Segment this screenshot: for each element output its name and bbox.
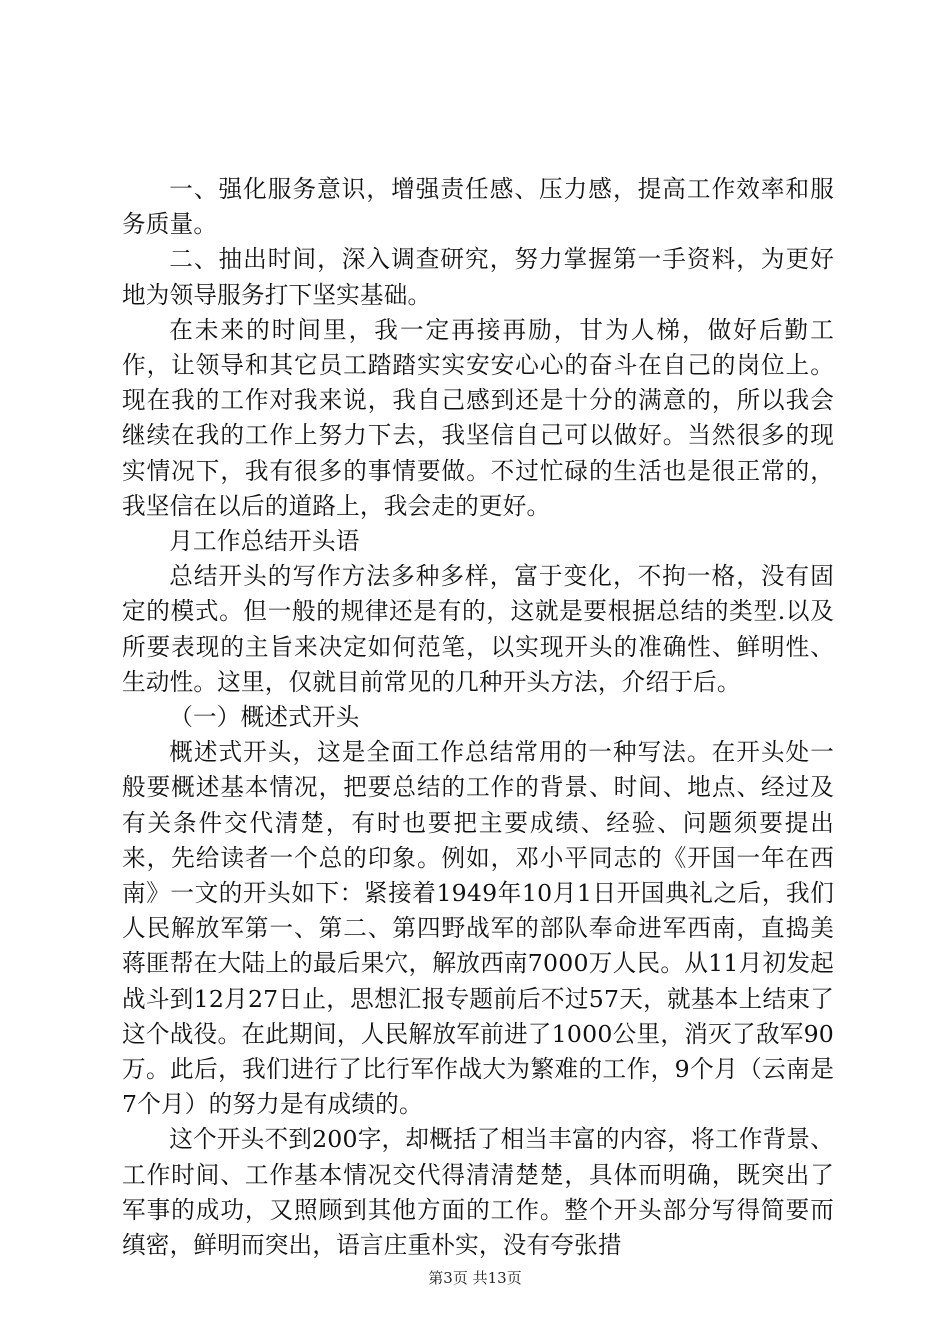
section-heading: 月工作总结开头语 (169, 527, 360, 556)
paragraph-1: 一、强化服务意识，增强责任感、压力感，提高工作效率和服务质量。 (122, 175, 834, 239)
subsection-heading: （一）概述式开头 (169, 703, 360, 732)
paragraph-2: 二、抽出时间，深入调查研究，努力掌握第一手资料，为更好地为领导服务打下坚实基础。 (122, 245, 834, 309)
paragraph-4: 总结开头的写作方法多种多样，富于变化，不拘一格，没有固定的模式。但一般的规律还是有的，这就是要根据总结的类型.以及所要表现的主旨来决定如何范笔，以实现开头的准确性、鲜明性、生动性。这里，仅就目前常见的几种开头方法，介绍于后。 (122, 562, 834, 696)
paragraph-3: 在未来的时间里，我一定再接再励，甘为人梯，做好后勤工作，让领导和其它员工踏踏实实安安心心的奋斗在自己的岗位上。现在我的工作对我来说，我自己感到还是十分的满意的，所以我会继续在我的工作上努力下去，我坚信自己可以做好。当然很多的现实情况下，我有很多的事情要做。不过忙碌的生活也是很正常的，我坚信在以后的道路上，我会走的更好。 (122, 315, 834, 520)
document-body (122, 172, 834, 1263)
paragraph-6: 这个开头不到200字，却概括了相当丰富的内容，将工作背景、工作时间、工作基本情况交代得清清楚楚，具体而明确，既突出了军事的成功，又照顾到其他方面的工作。整个开头部分写得简要而缜密，鲜明而突出，语言庄重朴实，没有夸张措 (122, 1125, 834, 1260)
page-number-footer: 第3页 共13页 (428, 1269, 522, 1287)
paragraph-5: 概述式开头，这是全面工作总结常用的一种写法。在开头处一般要概述基本情况，把要总结的工作的背景、时间、地点、经过及有关条件交代清楚，有时也要把主要成绩、经验、问题须要提出来，先给读者一个总的印象。例如，邓小平同志的《开国一年在西南》一文的开头如下：紧接着1949年10月1日开国典礼之后，我们人民解放军第一、第二、第四野战军的部队奉命进军西南，直捣美蒋匪帮在大陆上的最后果穴，解放西南7000万人民。从11月初发起战斗到12月27日止，思想汇报专题前后不过57天，就基本上结束了这个战役。在此期间，人民解放军前进了1000公里，消灭了敌军90万。此后，我们进行了比行军作战大为繁难的工作，9个月（云南是7个月）的努力是有成绩的。 (122, 738, 834, 1119)
